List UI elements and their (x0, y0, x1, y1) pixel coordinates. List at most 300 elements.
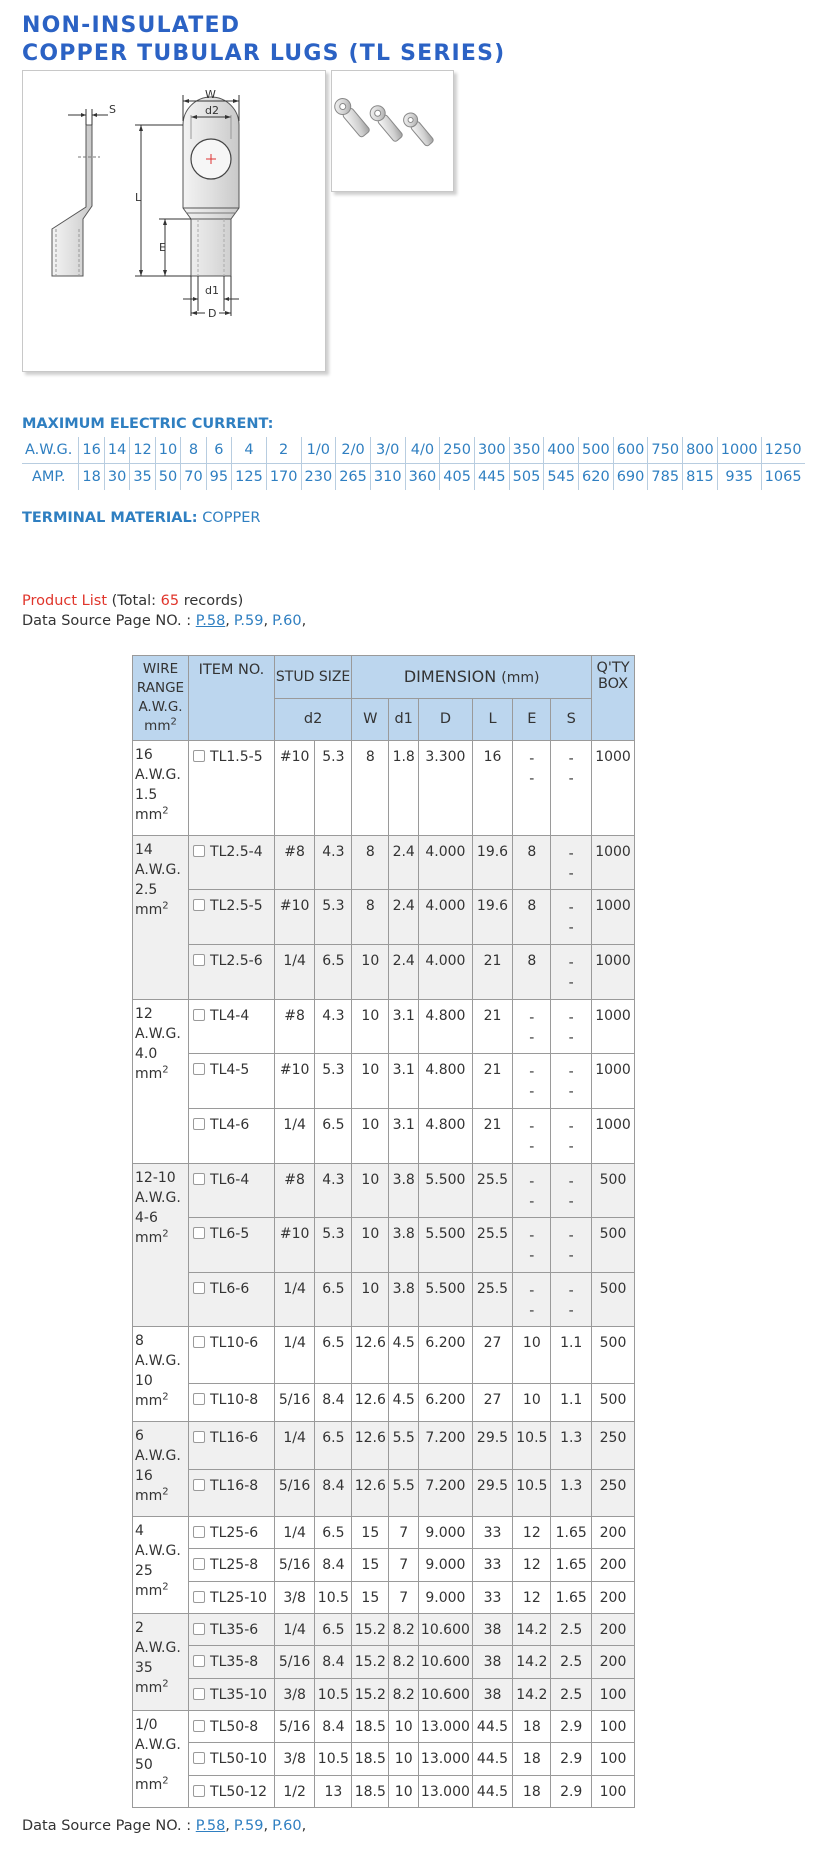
d1-cell: 3.1 (389, 1108, 419, 1163)
wire-range-awg-unit: A.W.G. (135, 1025, 181, 1042)
qty-cell: 500 (592, 1383, 635, 1421)
wire-range-awg-unit: A.W.G. (135, 1189, 181, 1206)
d1-cell: 3.8 (389, 1218, 419, 1273)
amp-cell: 35 (130, 464, 155, 491)
row-checkbox[interactable] (193, 1623, 205, 1635)
l-cell: 16 (472, 741, 513, 836)
qty-cell: 200 (592, 1646, 635, 1678)
d-cell: 4.000 (419, 945, 473, 1000)
row-checkbox[interactable] (193, 1282, 205, 1294)
table-row (133, 1516, 635, 1548)
amp-cell: 505 (509, 464, 544, 491)
s-cell: 2.5 (551, 1646, 592, 1678)
table-row (133, 1108, 635, 1163)
w-cell: 12.6 (352, 1422, 389, 1469)
qty-cell: 200 (592, 1516, 635, 1548)
row-checkbox[interactable] (193, 1752, 205, 1764)
item-number: TL25-6 (210, 1524, 259, 1541)
e-cell: 8 (513, 890, 551, 945)
d-cell: 9.000 (419, 1516, 473, 1548)
wire-range-cell: 16 A.W.G. 1.5 $mm^2$ (133, 741, 189, 836)
d-cell: 5.500 (419, 1163, 473, 1218)
item-cell (189, 741, 275, 836)
s-value-second: - (568, 865, 574, 882)
w-cell: 10 (352, 945, 389, 1000)
s-value: - (568, 1173, 574, 1190)
qty-cell: 1000 (592, 945, 635, 1000)
d1-cell: 7 (389, 1516, 419, 1548)
row-checkbox[interactable] (193, 845, 205, 857)
s-cell (551, 1163, 592, 1218)
d2-cell: 8.4 (315, 1646, 352, 1678)
l-cell: 38 (472, 1613, 513, 1645)
w-cell: 15.2 (352, 1613, 389, 1645)
stud-cell: 1/4 (274, 1108, 315, 1163)
label-e: E (159, 241, 166, 254)
amp-cell: 125 (232, 464, 267, 491)
w-cell: 10 (352, 1218, 389, 1273)
row-checkbox[interactable] (193, 1688, 205, 1700)
e-cell: 18 (513, 1743, 551, 1775)
w-cell: 15 (352, 1549, 389, 1581)
item-cell (189, 1218, 275, 1273)
wire-range-awg-unit: A.W.G. (135, 1542, 181, 1559)
item-number: TL16-6 (210, 1430, 259, 1447)
item-cell (189, 945, 275, 1000)
stud-cell: 1/4 (274, 1613, 315, 1645)
wire-range-mm: 16 (135, 1468, 153, 1485)
header-item-no: ITEM NO. (189, 656, 275, 741)
table-row (133, 1383, 635, 1421)
qty-cell: 1000 (592, 1054, 635, 1109)
row-checkbox[interactable] (193, 1393, 205, 1405)
l-cell: 25.5 (472, 1272, 513, 1327)
e-cell: 8 (513, 835, 551, 890)
row-checkbox[interactable] (193, 1479, 205, 1491)
l-cell: 25.5 (472, 1163, 513, 1218)
amp-cell: 935 (717, 464, 761, 491)
d1-cell: 7 (389, 1549, 419, 1581)
product-photo[interactable] (331, 70, 454, 192)
d-cell: 7.200 (419, 1422, 473, 1469)
d2-cell: 6.5 (315, 945, 352, 1000)
awg-cell: 6 (206, 437, 231, 464)
awg-cell: 4/0 (405, 437, 440, 464)
terminal-material (22, 510, 260, 526)
s-cell (551, 741, 592, 836)
e-value-second: - (529, 1084, 535, 1101)
product-list-summary (22, 593, 243, 609)
max-current-label: MAXIMUM ELECTRIC CURRENT: (22, 416, 274, 432)
awg-cell: 14 (104, 437, 129, 464)
data-source-bottom: Data Source Page NO. : P.58, P.59, P.60, (22, 1818, 307, 1834)
wire-range-cell: 8 A.W.G. 10 $mm^2$ (133, 1327, 189, 1422)
amp-cell: 170 (266, 464, 301, 491)
header-wire-range-text: WIRE RANGE A.W.G. mm (136, 661, 185, 734)
l-cell: 38 (472, 1678, 513, 1710)
table-row (133, 1775, 635, 1807)
table-row (133, 741, 635, 836)
table-row (133, 945, 635, 1000)
d2-cell: 4.3 (315, 835, 352, 890)
w-cell: 10 (352, 1163, 389, 1218)
table-row (133, 1549, 635, 1581)
awg-cell: 3/0 (370, 437, 405, 464)
wire-range-awg: 1/0 (135, 1716, 158, 1733)
item-cell (189, 1054, 275, 1109)
e-cell: 10.5 (513, 1422, 551, 1469)
d2-cell: 8.4 (315, 1469, 352, 1516)
d1-cell: 3.1 (389, 999, 419, 1054)
stud-cell: #10 (274, 1054, 315, 1109)
table-row (133, 1218, 635, 1273)
page-p60: P.60 (272, 613, 302, 629)
header-d2: d2 (274, 698, 351, 741)
page-title-line2: COPPER TUBULAR LUGS (TL SERIES) (22, 41, 506, 66)
awg-cell: 2 (266, 437, 301, 464)
awg-cell: 500 (579, 437, 614, 464)
item-number: TL4-6 (210, 1116, 250, 1133)
s-value: - (568, 1009, 574, 1026)
wire-range-mm-unit: mm (135, 1065, 163, 1082)
item-cell (189, 1743, 275, 1775)
amp-cell: 445 (474, 464, 509, 491)
wire-range-awg-unit: A.W.G. (135, 1639, 181, 1656)
label-d2: d2 (205, 104, 219, 117)
d2-cell: 6.5 (315, 1327, 352, 1384)
total-suffix: records) (179, 593, 244, 609)
l-cell: 33 (472, 1516, 513, 1548)
e-cell: 12 (513, 1549, 551, 1581)
wire-range-mm-unit: mm (135, 1393, 163, 1410)
wire-range-mm: 4.0 (135, 1045, 158, 1062)
awg-cell: 1/0 (301, 437, 336, 464)
w-cell: 10 (352, 1108, 389, 1163)
label-d1: d1 (205, 284, 219, 297)
d-cell: 6.200 (419, 1383, 473, 1421)
data-source-top: Data Source Page NO. : P.58, P.59, P.60, (22, 613, 307, 629)
s-cell: 2.5 (551, 1678, 592, 1710)
w-cell: 18.5 (352, 1710, 389, 1742)
awg-cell: 4 (232, 437, 267, 464)
row-checkbox[interactable] (193, 1227, 205, 1239)
e-value-second: - (529, 1193, 535, 1210)
qty-cell: 250 (592, 1422, 635, 1469)
s-cell: 2.9 (551, 1775, 592, 1807)
d1-cell: 5.5 (389, 1422, 419, 1469)
w-cell: 18.5 (352, 1775, 389, 1807)
s-cell: 1.1 (551, 1327, 592, 1384)
s-value: - (568, 845, 574, 862)
wire-range-mm: 2.5 (135, 881, 158, 898)
label-s: S (109, 103, 116, 116)
e-cell (513, 1054, 551, 1109)
e-cell: 12 (513, 1516, 551, 1548)
qty-cell: 1000 (592, 835, 635, 890)
wire-range-awg-unit: A.W.G. (135, 1353, 181, 1370)
stud-cell: 5/16 (274, 1383, 315, 1421)
table-row (133, 1678, 635, 1710)
table-row (133, 1163, 635, 1218)
e-cell (513, 1272, 551, 1327)
stud-cell: 3/8 (274, 1581, 315, 1613)
e-cell: 18 (513, 1710, 551, 1742)
dimension-drawing[interactable] (22, 70, 326, 372)
row-checkbox[interactable] (193, 1118, 205, 1130)
page-link-p58-bottom[interactable]: P.58 (195, 1818, 226, 1834)
qty-cell: 500 (592, 1327, 635, 1384)
item-number: TL35-8 (210, 1654, 259, 1671)
e-cell: 14.2 (513, 1613, 551, 1645)
l-cell: 29.5 (472, 1422, 513, 1469)
w-cell: 8 (352, 741, 389, 836)
item-cell (189, 1581, 275, 1613)
table-row (133, 890, 635, 945)
header-dimension (352, 656, 592, 699)
e-value: - (529, 751, 535, 767)
amp-cell: 50 (155, 464, 180, 491)
e-cell (513, 1108, 551, 1163)
wire-range-cell: 2 A.W.G. 35 $mm^2$ (133, 1613, 189, 1710)
row-checkbox[interactable] (193, 1558, 205, 1570)
w-cell: 12.6 (352, 1469, 389, 1516)
l-cell: 27 (472, 1327, 513, 1384)
d1-cell: 10 (389, 1775, 419, 1807)
product-table (132, 655, 635, 1808)
stud-cell: 1/4 (274, 1327, 315, 1384)
awg-cell: 12 (130, 437, 155, 464)
s-value: - (568, 900, 574, 917)
s-cell: 1.1 (551, 1383, 592, 1421)
header-w: W (352, 698, 389, 741)
amp-cell: 690 (613, 464, 648, 491)
wire-range-mm: 25 (135, 1562, 153, 1579)
item-cell (189, 1613, 275, 1645)
l-cell: 33 (472, 1581, 513, 1613)
qty-cell: 500 (592, 1163, 635, 1218)
wire-range-awg: 14 (135, 841, 153, 858)
w-cell: 10 (352, 1054, 389, 1109)
s-cell (551, 945, 592, 1000)
e-value-second: - (529, 1138, 535, 1155)
wire-range-mm: 35 (135, 1659, 153, 1676)
awg-cell: 2/0 (336, 437, 371, 464)
row-checkbox[interactable] (193, 954, 205, 966)
e-cell (513, 999, 551, 1054)
row-checkbox[interactable] (193, 1063, 205, 1075)
row-checkbox[interactable] (193, 1720, 205, 1732)
amp-cell: 620 (579, 464, 614, 491)
table-row (133, 1054, 635, 1109)
wire-range-cell: 4 A.W.G. 25 $mm^2$ (133, 1516, 189, 1613)
item-cell (189, 1163, 275, 1218)
w-cell: 8 (352, 890, 389, 945)
d1-cell: 2.4 (389, 835, 419, 890)
stud-cell: #10 (274, 890, 315, 945)
e-value: - (529, 1173, 535, 1190)
item-number: TL50-12 (210, 1783, 268, 1800)
row-checkbox[interactable] (193, 899, 205, 911)
s-cell (551, 1272, 592, 1327)
wire-range-awg: 8 (135, 1333, 144, 1350)
amp-cell: 1065 (761, 464, 804, 491)
amp-cell: 95 (206, 464, 231, 491)
amp-cell: 785 (648, 464, 683, 491)
stud-cell: 5/16 (274, 1469, 315, 1516)
e-cell: 18 (513, 1775, 551, 1807)
e-value: - (529, 1064, 535, 1081)
amp-cell: 360 (405, 464, 440, 491)
d2-cell: 13 (315, 1775, 352, 1807)
stud-cell: 1/4 (274, 1272, 315, 1327)
amp-cell: 265 (336, 464, 371, 491)
d2-cell: 5.3 (315, 741, 352, 836)
qty-cell: 250 (592, 1469, 635, 1516)
d1-cell: 5.5 (389, 1469, 419, 1516)
wire-range-awg: 16 (135, 747, 153, 763)
s-cell (551, 1108, 592, 1163)
stud-cell: #8 (274, 1163, 315, 1218)
awg-cell: 1250 (761, 437, 804, 464)
s-value-second: - (568, 975, 574, 992)
l-cell: 21 (472, 999, 513, 1054)
header-d: D (419, 698, 473, 741)
item-cell (189, 1327, 275, 1384)
s-value: - (568, 751, 574, 767)
s-value-second: - (568, 1138, 574, 1155)
s-cell (551, 1054, 592, 1109)
d2-cell: 5.3 (315, 890, 352, 945)
e-cell (513, 1163, 551, 1218)
label-l: L (135, 191, 142, 204)
item-cell (189, 1469, 275, 1516)
s-cell: 2.5 (551, 1613, 592, 1645)
item-number: TL4-5 (210, 1062, 250, 1079)
row-checkbox[interactable] (193, 1526, 205, 1538)
e-value: - (529, 1282, 535, 1299)
l-cell: 44.5 (472, 1743, 513, 1775)
w-cell: 15.2 (352, 1678, 389, 1710)
page-p59: P.59 (233, 613, 264, 629)
qty-cell: 100 (592, 1775, 635, 1807)
header-dimension-unit: (mm) (501, 670, 540, 687)
product-table-body (133, 741, 635, 1808)
wire-range-awg-unit: A.W.G. (135, 861, 181, 878)
l-cell: 21 (472, 945, 513, 1000)
item-number: TL1.5-5 (210, 749, 263, 765)
wire-range-mm: 4-6 (135, 1209, 158, 1226)
table-row (133, 999, 635, 1054)
d-cell: 4.800 (419, 999, 473, 1054)
d2-cell: 6.5 (315, 1613, 352, 1645)
e-value: - (529, 1118, 535, 1135)
d1-cell: 2.4 (389, 945, 419, 1000)
item-cell (189, 1646, 275, 1678)
page-p59-bottom: P.59 (233, 1818, 264, 1834)
row-checkbox[interactable] (193, 750, 205, 762)
s-cell: 1.65 (551, 1516, 592, 1548)
lugs-photo-image (332, 71, 453, 191)
row-checkbox[interactable] (193, 1009, 205, 1021)
w-cell: 10 (352, 999, 389, 1054)
item-number: TL6-6 (210, 1280, 250, 1297)
e-cell: 12 (513, 1581, 551, 1613)
d2-cell: 6.5 (315, 1516, 352, 1548)
d-cell: 13.000 (419, 1710, 473, 1742)
row-checkbox[interactable] (193, 1431, 205, 1443)
stud-cell: #8 (274, 999, 315, 1054)
header-e: E (513, 698, 551, 741)
e-value-second: - (529, 771, 535, 787)
row-checkbox[interactable] (193, 1173, 205, 1185)
stud-cell: 1/4 (274, 1422, 315, 1469)
l-cell: 21 (472, 1108, 513, 1163)
item-number: TL10-6 (210, 1335, 259, 1352)
item-cell (189, 1710, 275, 1742)
wire-range-mm-unit: mm (135, 1229, 163, 1246)
wire-range-mm-unit: mm (135, 807, 163, 823)
item-number: TL50-8 (210, 1718, 259, 1735)
d-cell: 9.000 (419, 1581, 473, 1613)
item-number: TL2.5-5 (210, 898, 263, 915)
row-checkbox[interactable] (193, 1336, 205, 1348)
d1-cell: 7 (389, 1581, 419, 1613)
d-cell: 7.200 (419, 1469, 473, 1516)
wire-range-mm-unit: mm (135, 1679, 163, 1696)
s-cell (551, 1218, 592, 1273)
item-number: TL6-5 (210, 1226, 250, 1243)
d1-cell: 10 (389, 1710, 419, 1742)
amp-cell: 18 (79, 464, 104, 491)
d1-cell: 3.8 (389, 1163, 419, 1218)
d-cell: 10.600 (419, 1613, 473, 1645)
d2-cell: 10.5 (315, 1743, 352, 1775)
d-cell: 10.600 (419, 1646, 473, 1678)
e-value: - (529, 1228, 535, 1245)
item-number: TL25-8 (210, 1557, 259, 1574)
row-checkbox[interactable] (193, 1591, 205, 1603)
amp-cell: 545 (544, 464, 579, 491)
label-w: W (205, 88, 216, 101)
wire-range-mm: 1.5 (135, 787, 158, 803)
lug-diagram (23, 71, 325, 371)
data-source-label: Data Source Page NO. : (22, 613, 196, 629)
l-cell: 19.6 (472, 890, 513, 945)
row-checkbox[interactable] (193, 1785, 205, 1797)
s-value: - (568, 955, 574, 972)
item-cell (189, 1678, 275, 1710)
d2-cell: 8.4 (315, 1383, 352, 1421)
page-link-p58[interactable]: P.58 (195, 613, 226, 629)
l-cell: 33 (472, 1549, 513, 1581)
w-cell: 15 (352, 1581, 389, 1613)
d2-cell: 6.5 (315, 1108, 352, 1163)
w-cell: 18.5 (352, 1743, 389, 1775)
row-checkbox[interactable] (193, 1655, 205, 1667)
d-cell: 5.500 (419, 1272, 473, 1327)
d-cell: 3.300 (419, 741, 473, 836)
l-cell: 44.5 (472, 1775, 513, 1807)
item-number: TL35-10 (210, 1686, 268, 1703)
amp-cell: 230 (301, 464, 336, 491)
max-current-table (22, 437, 805, 490)
e-cell: 14.2 (513, 1678, 551, 1710)
qty-cell: 200 (592, 1581, 635, 1613)
item-cell (189, 1775, 275, 1807)
stud-cell: 3/8 (274, 1743, 315, 1775)
qty-cell: 100 (592, 1743, 635, 1775)
table-row (133, 1646, 635, 1678)
